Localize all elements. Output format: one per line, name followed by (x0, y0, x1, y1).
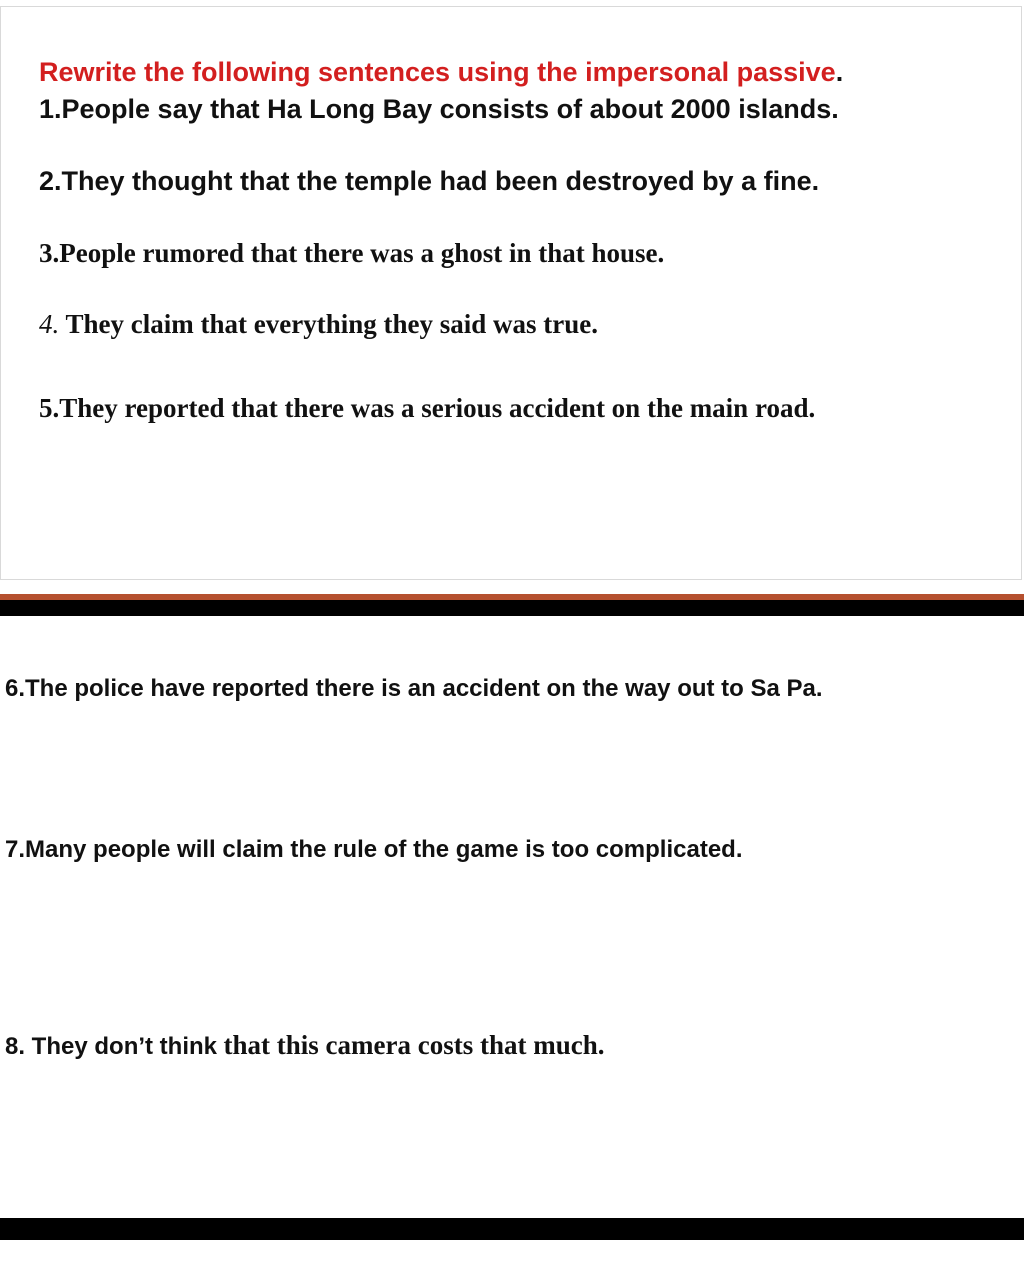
slide-top (0, 6, 1022, 580)
sentence-2: 2.They thought that the temple had been destroyed by a fine. (39, 166, 820, 196)
sentence-1: 1.People say that Ha Long Bay consists of about 2000 islands. (39, 94, 839, 124)
sentence-6: 6.The police have reported there is an accident on the way out to Sa Pa. (5, 675, 823, 702)
title-period: . (835, 57, 844, 87)
slide-divider-bar (0, 600, 1024, 616)
sentence-8-part-2: that this camera costs that much. (223, 1030, 605, 1060)
sentence-8 (5, 1030, 604, 1061)
sentence-4 (39, 309, 598, 340)
sentence-4-text: They claim that everything they said was true. (65, 309, 598, 339)
sentence-7: 7.Many people will claim the rule of the game is too complicated. (5, 836, 743, 863)
bottom-bar (0, 1218, 1024, 1240)
exercise-title (39, 57, 843, 88)
sentence-4-number: 4. (39, 309, 60, 339)
title-text: Rewrite the following sentences using the impersonal passive (39, 57, 836, 87)
sentence-3: 3.People rumored that there was a ghost in that house. (39, 238, 665, 268)
sentence-5: 5.They reported that there was a serious accident on the main road. (39, 393, 816, 423)
sentence-8-part-1: 8. They don’t think (5, 1033, 218, 1060)
